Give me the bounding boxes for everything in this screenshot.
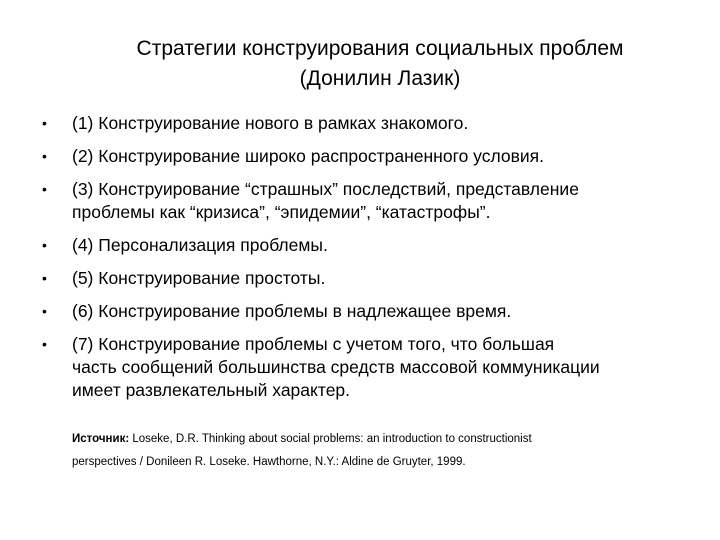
bullet-icon: •	[42, 237, 47, 253]
slide-title-line-1: Стратегии конструирования социальных проблем	[136, 37, 624, 60]
strategy-item-text: (7) Конструирование проблемы с учетом того, что большая	[72, 334, 555, 354]
strategy-item-text: часть сообщений большинства средств массовой коммуникации	[72, 357, 600, 377]
strategy-item-text: проблемы как “кризиса”, “эпидемии”, “катастрофы”.	[72, 202, 491, 222]
source-line-2: perspectives / Donileen R. Loseke. Hawthorne, N.Y.: Aldine de Gruyter, 1999.	[72, 456, 466, 468]
strategy-item-text: (3) Конструирование “страшных” последствий, представление	[72, 179, 579, 199]
strategy-list	[42, 112, 692, 412]
strategy-item-7	[42, 333, 692, 402]
strategy-item-text: (6) Конструирование проблемы в надлежащее время.	[72, 301, 512, 321]
slide-title-line-2: (Донилин Лазик)	[299, 67, 461, 90]
strategy-item-4	[42, 234, 692, 257]
bullet-icon: •	[42, 148, 47, 164]
strategy-item-6	[42, 300, 692, 323]
bullet-icon: •	[42, 115, 47, 131]
bullet-icon: •	[42, 336, 47, 352]
strategy-item-3	[42, 178, 692, 224]
strategy-item-5	[42, 267, 692, 290]
source-citation	[72, 428, 692, 474]
strategy-item-text: (5) Конструирование простоты.	[72, 268, 326, 288]
strategy-item-1	[42, 112, 692, 135]
strategy-item-text: (2) Конструирование широко распространенного условия.	[72, 146, 545, 166]
source-line-1	[72, 428, 692, 451]
bullet-icon: •	[42, 270, 47, 286]
source-label: Источник:	[72, 433, 130, 445]
strategy-item-text: имеет развлекательный характер.	[72, 380, 351, 400]
bullet-icon: •	[42, 181, 47, 197]
strategy-item-text: (1) Конструирование нового в рамках знакомого.	[72, 113, 469, 133]
bullet-icon: •	[42, 303, 47, 319]
slide-title	[60, 34, 700, 94]
strategy-item-text: (4) Персонализация проблемы.	[72, 235, 328, 255]
source-text-1: Loseke, D.R. Thinking about social problems: an introduction to constructionist	[132, 433, 532, 445]
strategy-item-2	[42, 145, 692, 168]
